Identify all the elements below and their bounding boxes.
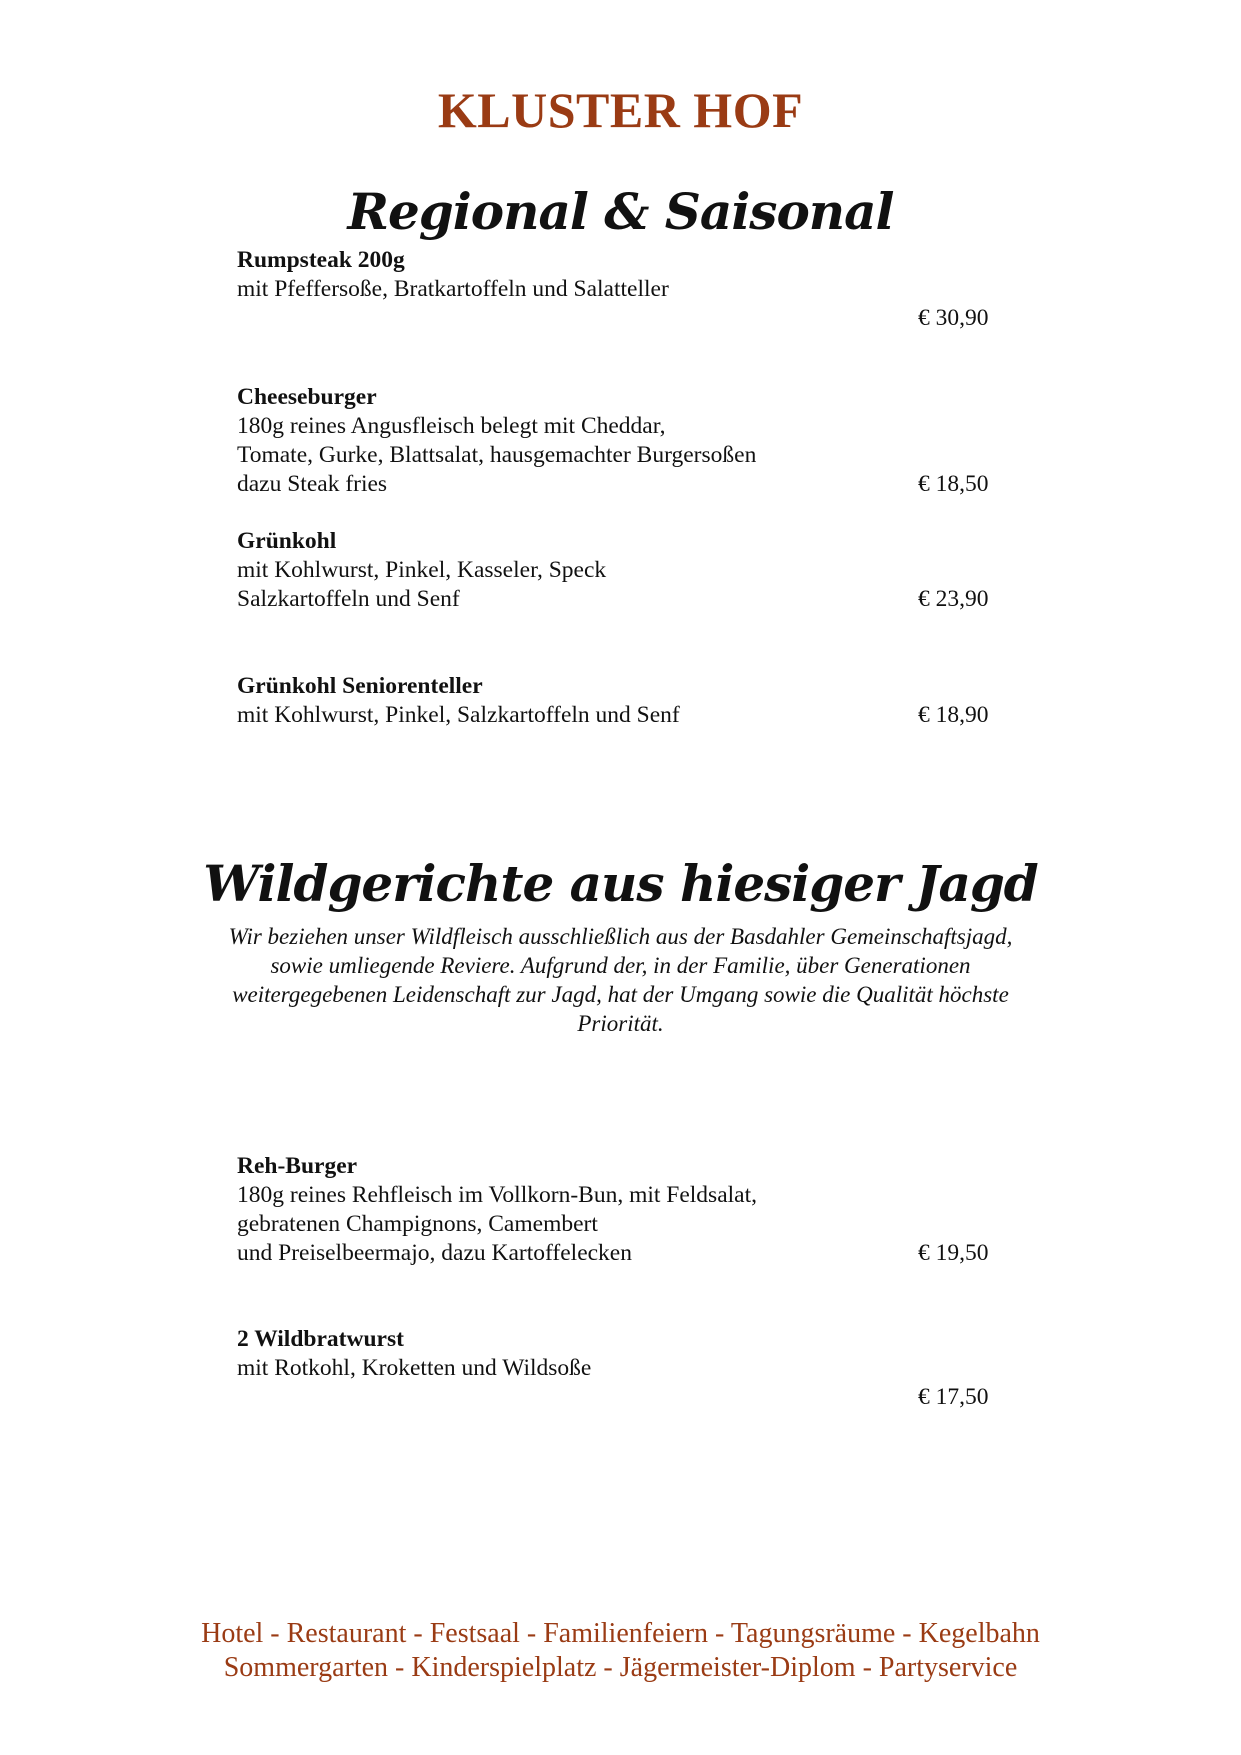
dish-description: 180g reines Angusfleisch belegt mit Cheddar, xyxy=(237,413,666,439)
dish-description: mit Rotkohl, Kroketten und Wildsoße xyxy=(237,1355,592,1381)
footer-services-line-1: Hotel - Restaurant - Festsaal - Familienfeiern - Tagungsräume - Kegelbahn xyxy=(201,1618,1040,1649)
section-heading-regional: Regional & Saisonal xyxy=(347,182,894,241)
dish-price: € 19,50 xyxy=(918,1240,989,1266)
dish-description: Tomate, Gurke, Blattsalat, hausgemachter Burgersoßen xyxy=(237,442,757,468)
section-intro-wild xyxy=(180,922,1061,1038)
dish-name: Grünkohl Seniorenteller xyxy=(237,673,483,699)
dish-description: mit Kohlwurst, Pinkel, Salzkartoffeln und Senf xyxy=(237,702,680,728)
intro-line: Priorität. xyxy=(577,1011,664,1036)
intro-line: Wir beziehen unser Wildfleisch ausschließlich aus der Basdahler Gemeinschaftsjagd, xyxy=(228,924,1013,949)
menu-item-gruenkohl xyxy=(237,527,1007,614)
intro-line: sowie umliegende Reviere. Aufgrund der, in der Familie, über Generationen xyxy=(270,953,971,978)
restaurant-name: KLUSTER HOF xyxy=(437,82,804,138)
dish-price: € 18,90 xyxy=(918,702,989,728)
dish-price: € 17,50 xyxy=(918,1384,989,1410)
dish-price: € 30,90 xyxy=(918,305,989,331)
intro-line: weitergegebenen Leidenschaft zur Jagd, hat der Umgang sowie die Qualität höchste xyxy=(232,982,1009,1007)
dish-description: dazu Steak fries xyxy=(237,471,388,497)
menu-item-gruenkohl-seniorenteller xyxy=(237,672,1007,730)
menu-item-wildbratwurst xyxy=(237,1325,1007,1383)
dish-price: € 23,90 xyxy=(918,586,989,612)
dish-name: Rumpsteak 200g xyxy=(237,247,405,273)
dish-name: Cheeseburger xyxy=(237,384,377,410)
dish-name: 2 Wildbratwurst xyxy=(237,1326,404,1352)
dish-price: € 18,50 xyxy=(918,471,989,497)
menu-item-reh-burger xyxy=(237,1152,1007,1268)
dish-description: mit Pfeffersoße, Bratkartoffeln und Salatteller xyxy=(237,276,669,302)
dish-description: mit Kohlwurst, Pinkel, Kasseler, Speck xyxy=(237,557,607,583)
dish-name: Grünkohl xyxy=(237,528,337,554)
dish-description: Salzkartoffeln und Senf xyxy=(237,586,460,612)
menu-item-rumpsteak xyxy=(237,246,1007,304)
footer-services-line-2: Sommergarten - Kinderspielplatz - Jägermeister-Diplom - Partyservice xyxy=(223,1652,1018,1683)
dish-description: und Preiselbeermajo, dazu Kartoffelecken xyxy=(237,1240,632,1266)
dish-name: Reh-Burger xyxy=(237,1153,358,1179)
menu-item-cheeseburger xyxy=(237,383,1007,499)
section-heading-wild: Wildgerichte aus hiesiger Jagd xyxy=(203,854,1038,913)
dish-description: gebratenen Champignons, Camembert xyxy=(237,1211,598,1237)
dish-description: 180g reines Rehfleisch im Vollkorn-Bun, mit Feldsalat, xyxy=(237,1182,757,1208)
